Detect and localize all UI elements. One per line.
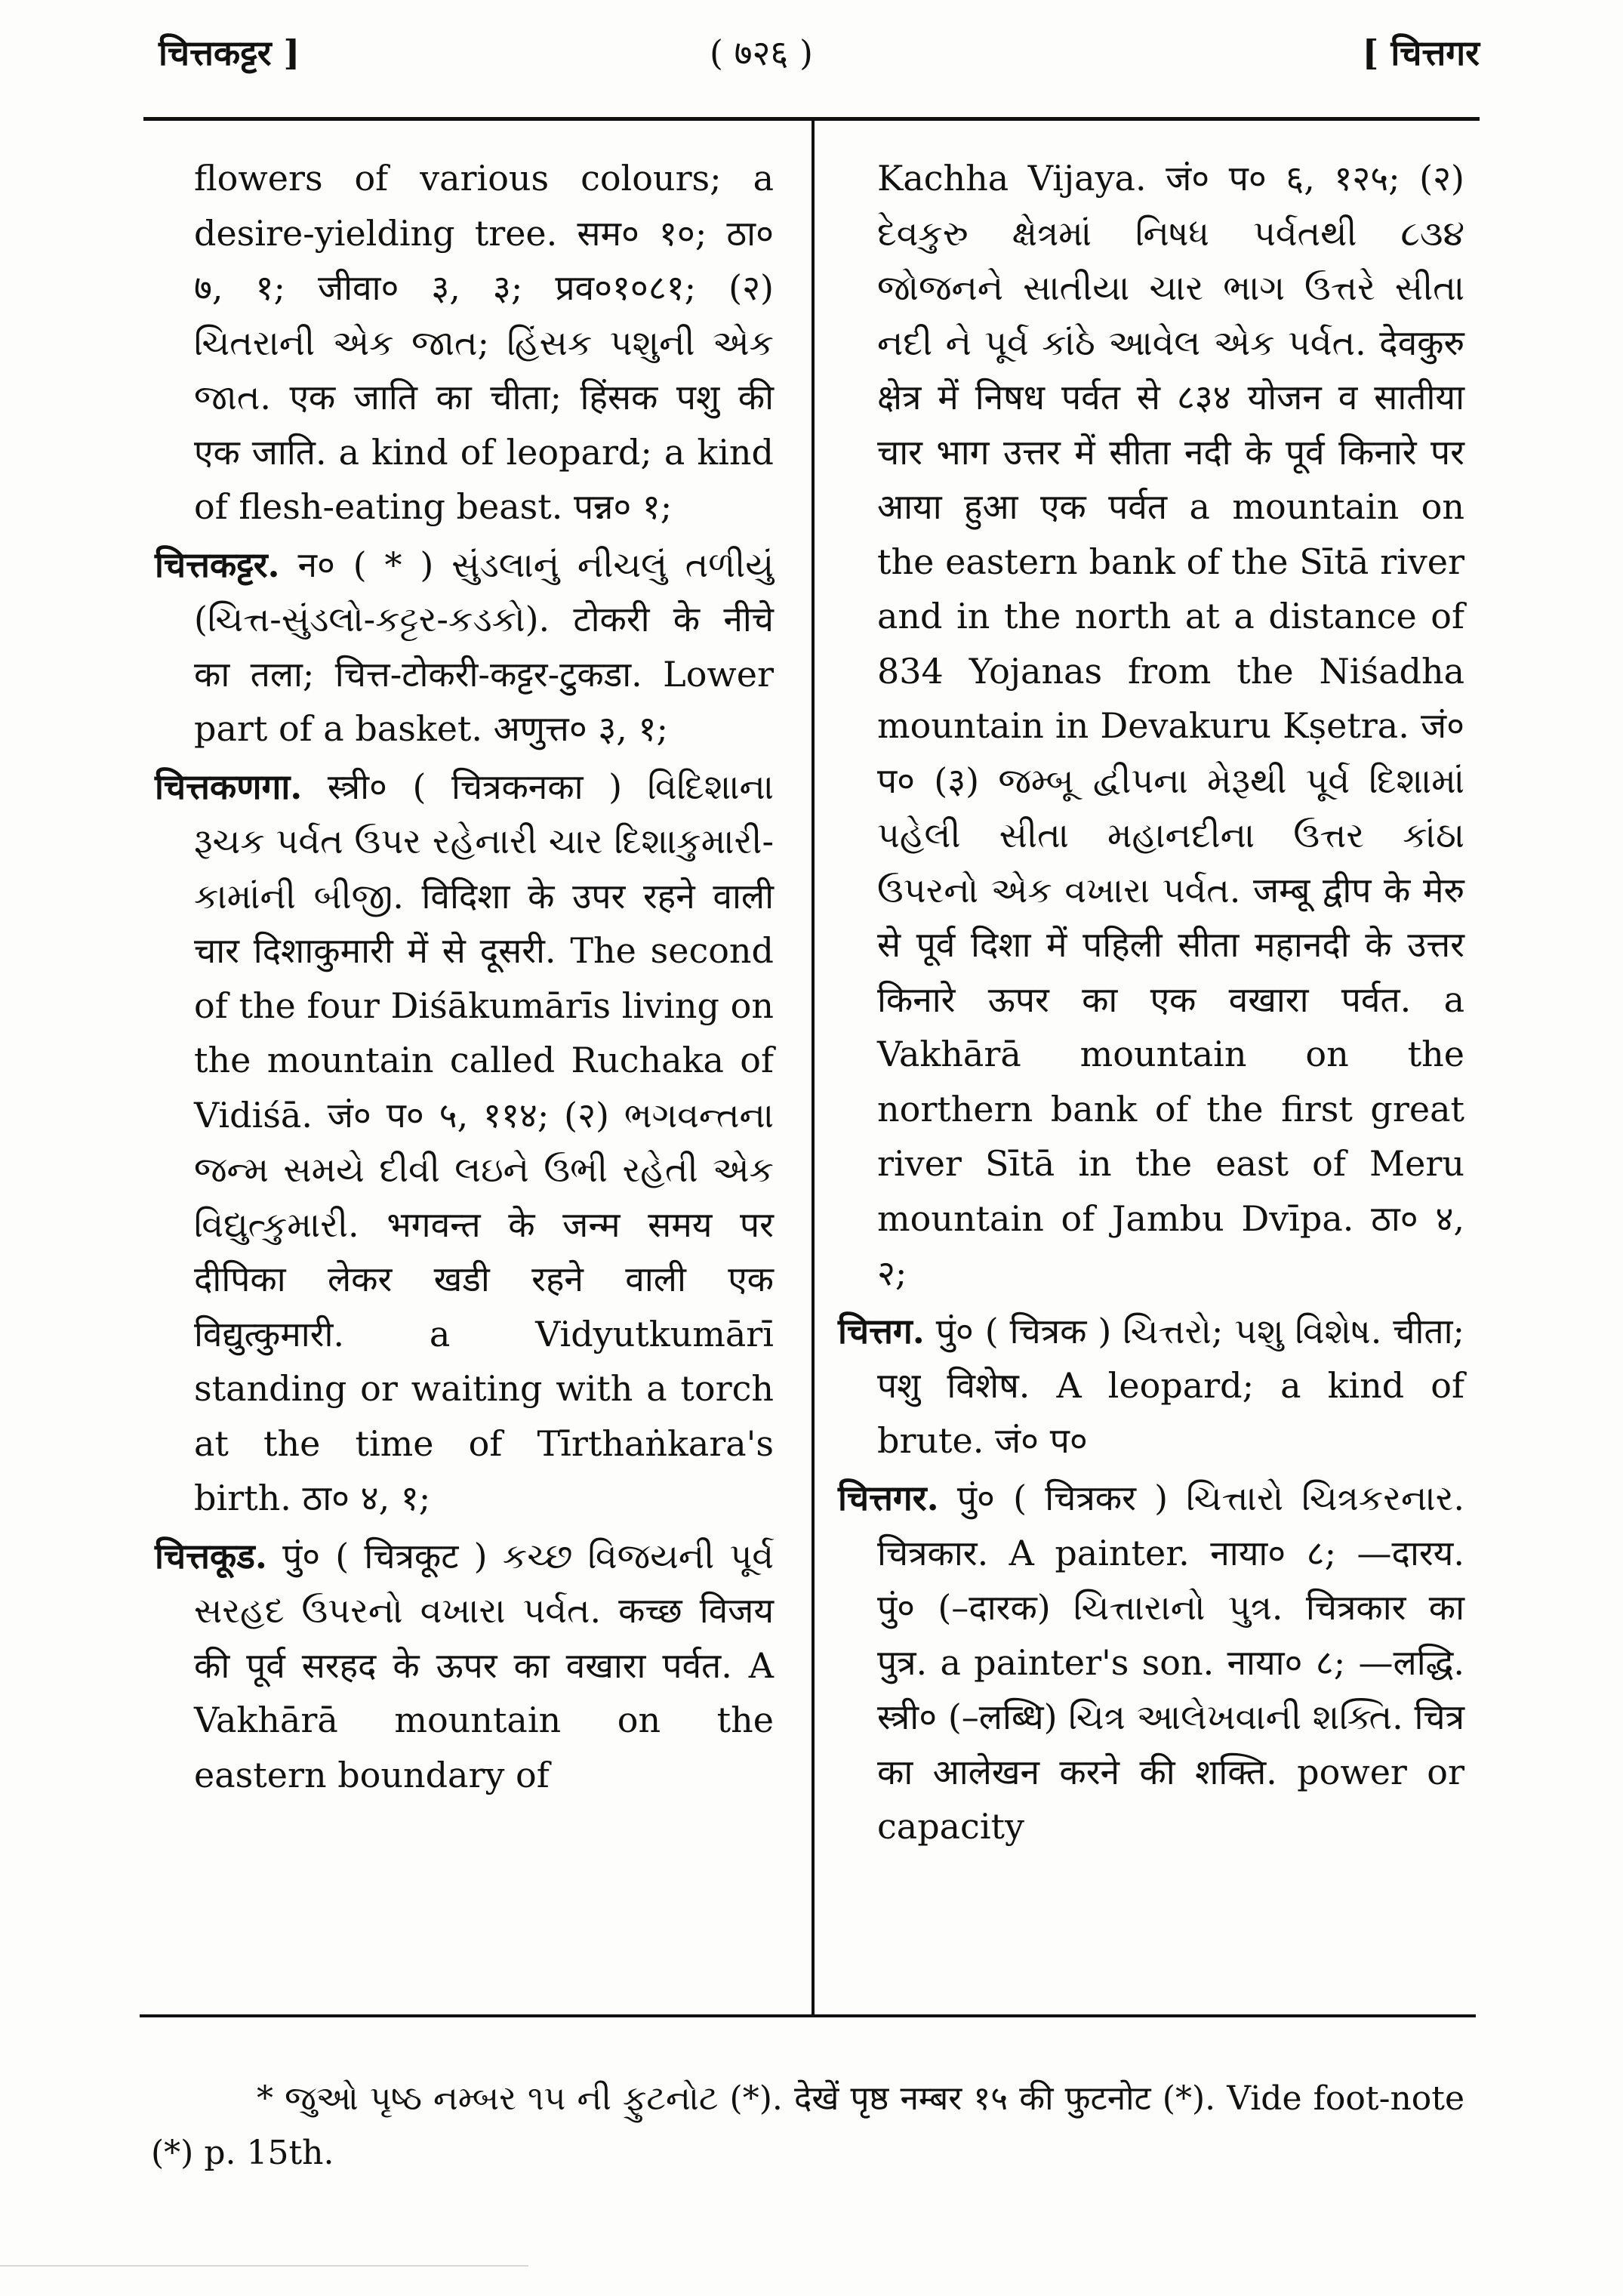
entry-headword: चित्तकूड. — [155, 1535, 267, 1576]
scan-edge-line — [0, 2265, 528, 2267]
running-head-left: चित्तकट्टर ] — [159, 32, 300, 73]
column-divider — [812, 121, 815, 2016]
footnote-rule — [140, 2014, 1476, 2017]
left-column — [155, 151, 774, 1805]
running-head-right: [ चित्तगर — [1362, 32, 1480, 73]
right-column — [838, 151, 1464, 1857]
dictionary-entry — [155, 760, 774, 1526]
entry-headword: चित्तकट्टर. — [155, 544, 280, 585]
footnote: * જુઓ પૃષ્ઠ નમ્બર ૧૫ ની ફુટનોટ (*). देखें पृष्ठ नम्बर १५ की फुटनोट (*). Vide foot-note (*) p. 15th. — [151, 2079, 1464, 2172]
entry-headword: चित्तगर. — [838, 1478, 939, 1518]
entry-body: पुं० ( चित्रकर ) ચિત્તારો ચિત્રકરનાર. चित्रकार. A painter. नाया० ८; —दारय. पुं० (–दारक) ચિત્તારાનો પુત્ર. चित्रकार का पुत्र. a painter's son. नाया० ८; —लद्धि. स्त्री० (–लब्धि) ચિત્ર આલેખવાની શક્તિ. चित्र का आलेखन करने की शक्ति. power or capacity — [877, 1478, 1464, 1847]
entry-headword: चित्तग. — [838, 1310, 925, 1351]
entry-body: स्त्री० ( चित्रकनका ) વિદિશાના રૂચક પર્વત ઉપર રહેનારી ચાર દિશાકુમારી-કામાંની બીજી. विदिशा के उपर रहने वाली चार दिशाकुमारी में से दूसरी. The second of the four Diśākumārīs living on the mountain called Ruchaka of Vidiśā. जं० प० ५, ११४; (२) ભગવન્તના જન્મ સમયે દીવી લઇને ઉભી રહેતી એક વિદ્યુત્કુમારી. भगवन्त के जन्म समय पर दीपिका लेकर खडी रहने वाली एक विद्युत्कुमारी. a Vidyutkumārī standing or waiting with a torch at the time of Tīrthaṅkara's birth. ठा० ४, १; — [194, 766, 775, 1518]
dictionary-entry — [838, 1304, 1464, 1469]
entry-headword: चित्तकणगा. — [155, 766, 303, 807]
left-continuation-text: flowers of various colours; a desire-yielding tree. सम० १०; ठा० ७, १; जीवा० ३, ३; प्रव०१०८१; (२) ચિતરાની એક જાત; હિંસક પશુની એક જાત. एक जाति का चीता; हिंसक पशु की एक जाति. a kind of leopard; a kind of flesh-eating beast. पन्न० १; — [194, 158, 774, 527]
dictionary-entry — [155, 1529, 774, 1803]
dictionary-entry — [838, 1471, 1464, 1854]
entry-body: पुं० ( चित्रक ) ચિત્તરો; પશુ વિશેષ. चीता; पशु विशेष. A leopard; a kind of brute. जं० प० — [877, 1310, 1464, 1461]
right-continuation-text: Kachha Vijaya. जं० प० ६, १२५; (२) દેવકુરુ ક્ષેત્રમાં નિષધ પર્વતથી ૮૩૪ જોજનને સાતીયા ચાર ભાગ ઉત્તરે સીતા નદી ને પૂર્વ કાંઠે આવેલ એક પર્વત. देवकुरु क्षेत्र में निषध पर्वत से ८३४ योजन व सातीया चार भाग उत्तर में सीता नदी के पूर्व किनारे पर आया हुआ एक पर्वत a mountain on the eastern bank of the Sītā river and in the north at a distance of 834 Yojanas from the Niśadha mountain in Devakuru Kṣetra. जं० प० (३) જમ્બૂ દ્વીપના મેરૂથી પૂર્વ દિશામાં પહેલી સીતા મહાનદીના ઉત્તર કાંઠા ઉપરનો એક વખારા પર્વત. जम्बू द्वीप के मेरु से पूर्व दिशा में पहिली सीता महानदी के उत्तर किनारे ऊपर का एक वखारा पर्वत. a Vakhārā mountain on the northern bank of the first great river Sītā in the east of Meru mountain of Jambu Dvīpa. ठा० ४, २; — [877, 158, 1464, 1293]
page-number: ( ७२६ ) — [710, 32, 813, 73]
dictionary-entry — [155, 538, 774, 757]
entry-body: न० ( * ) સુંડલાનું નીચલું તળીયું (ચિત્ત-સુંડલો-કટ્ટર-કડકો). टोकरी के नीचे का तला; चित्त-टोकरी-कट्टर-टुकडा. Lower part of a basket. अणुत्त० ३, १; — [194, 544, 774, 749]
entry-body: पुं० ( चित्रकूट ) કચ્છ વિજયની પૂર્વ સરહદ ઉપરનો વખારા પર્વત. कच्छ विजय की पूर्व सरहद के ऊपर का वखारा पर्वत. A Vakhārā mountain on the eastern boundary of — [194, 1535, 774, 1795]
